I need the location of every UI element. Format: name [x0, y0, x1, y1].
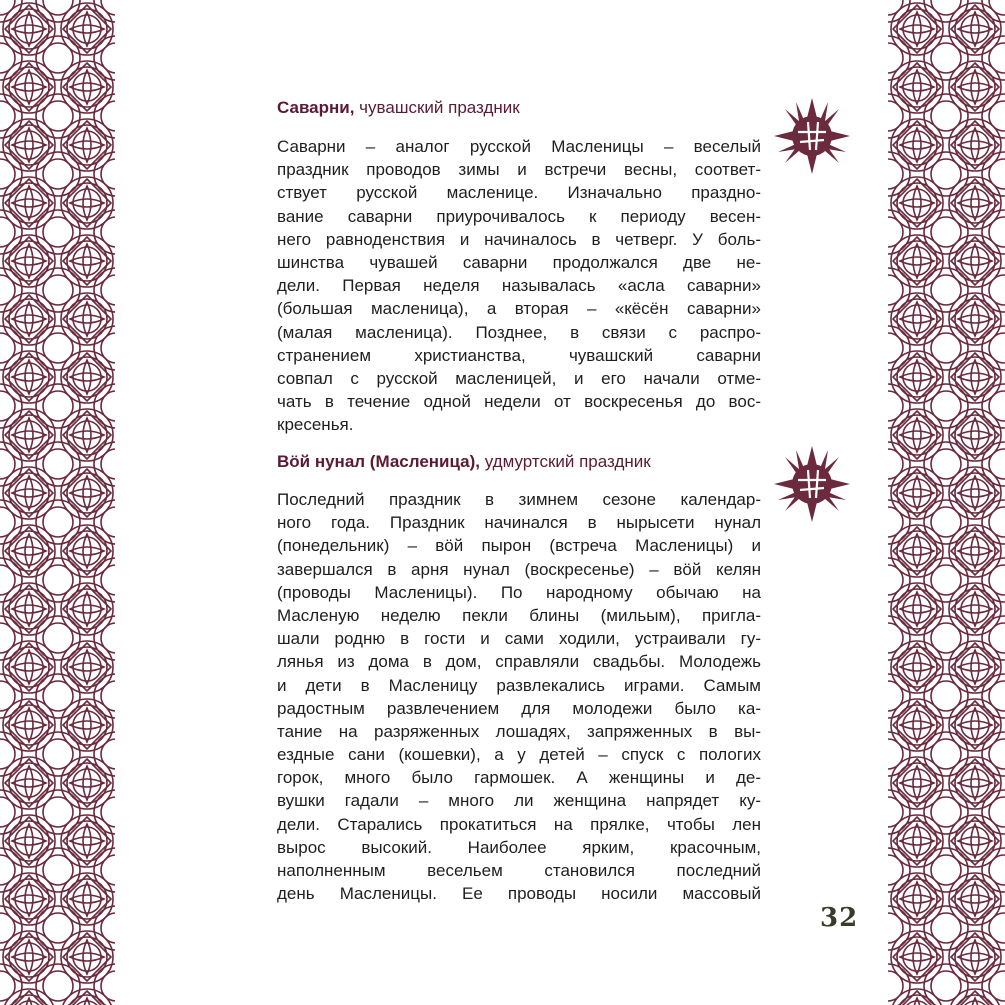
text-line: ствует русской масленице. Изначально праздно-: [277, 183, 761, 203]
text-line: чать в течение одной недели от воскресенья до вос-: [277, 392, 761, 412]
section-title-subtitle: удмуртский праздник: [480, 452, 651, 471]
text-line: завершался в арня нунал (воскресенье) – вӧй келян: [277, 559, 761, 579]
section-title-voi-nunal: [277, 451, 761, 473]
text-line: него равноденствия и начиналось в четверг. У боль-: [277, 229, 761, 249]
text-line: Масленую неделю пекли блины (мильым), пригла-: [277, 605, 761, 625]
paragraph-savarni: [277, 135, 761, 436]
text-line: вушки гадали – много ли женщина напрядет ку-: [277, 791, 761, 811]
sun-emblem-icon: [772, 96, 852, 176]
text-line: вырос высокий. Наиболее ярким, красочным,: [277, 837, 761, 857]
text-line: Последний праздник в зимнем сезоне календар-: [277, 490, 761, 509]
text-line: ного года. Праздник начинался в нырысети нунал: [277, 513, 761, 533]
text-line: ездные сани (кошевки), а у детей – спуск с пологих: [277, 745, 761, 765]
text-line: (понедельник) – вӧй пырон (встреча Масленицы) и: [277, 536, 761, 556]
text-line: праздник проводов зимы и встречи весны, соответ-: [277, 160, 761, 180]
sun-emblem-icon: [772, 444, 852, 524]
text-line: наполненным весельем становился последний: [277, 861, 761, 880]
text-line: лянья из дома в дом, справляли свадьбы. Молодежь: [277, 652, 761, 672]
text-line: (проводы Масленицы). По народному обычаю на: [277, 582, 761, 602]
text-line: кресенья.: [277, 415, 354, 435]
left-ornament-border: [0, 0, 115, 1005]
text-line: странением христианства, чувашский саварни: [277, 345, 761, 365]
text-line: день Масленицы. Ее проводы носили массовый: [277, 884, 761, 904]
text-line: шали родню в гости и сами ходили, устраивали гу-: [277, 629, 761, 649]
paragraph-voi-nunal: [277, 488, 761, 905]
text-line: (малая масленица). Позднее, в связи с распро-: [277, 322, 761, 342]
text-line: совпал с русской масленицей, и его начали отме-: [277, 368, 761, 388]
right-ornament-border: [888, 0, 1005, 1005]
section-title-bold: Вӧй нунал (Масленица),: [277, 452, 480, 471]
text-line: дели. Старались прокатиться на прялке, чтобы лен: [277, 814, 761, 834]
text-line: (большая масленица), а вторая – «кёсён саварни»: [277, 299, 761, 319]
text-line: тание на разряженных лошадях, запряженных в вы-: [277, 721, 761, 741]
text-line: вание саварни приурочивалось к периоду весен-: [277, 206, 761, 226]
text-line: Саварни – аналог русской Масленицы – веселый: [277, 137, 761, 156]
section-title-subtitle: чувашский праздник: [354, 98, 520, 117]
section-title-bold: Саварни,: [277, 98, 355, 117]
text-line: и дети в Масленицу развлекались играми. Самым: [277, 675, 761, 695]
page-number: 32: [820, 903, 859, 933]
text-line: горок, много было гармошек. А женщины и де-: [277, 768, 761, 788]
text-line: шинства чувашей саварни продолжался две не-: [277, 252, 761, 272]
section-title-savarni: [277, 97, 761, 119]
text-line: радостным развлечением для молодежи было ка-: [277, 698, 761, 718]
text-line: дели. Первая неделя называлась «асла саварни»: [277, 276, 761, 296]
